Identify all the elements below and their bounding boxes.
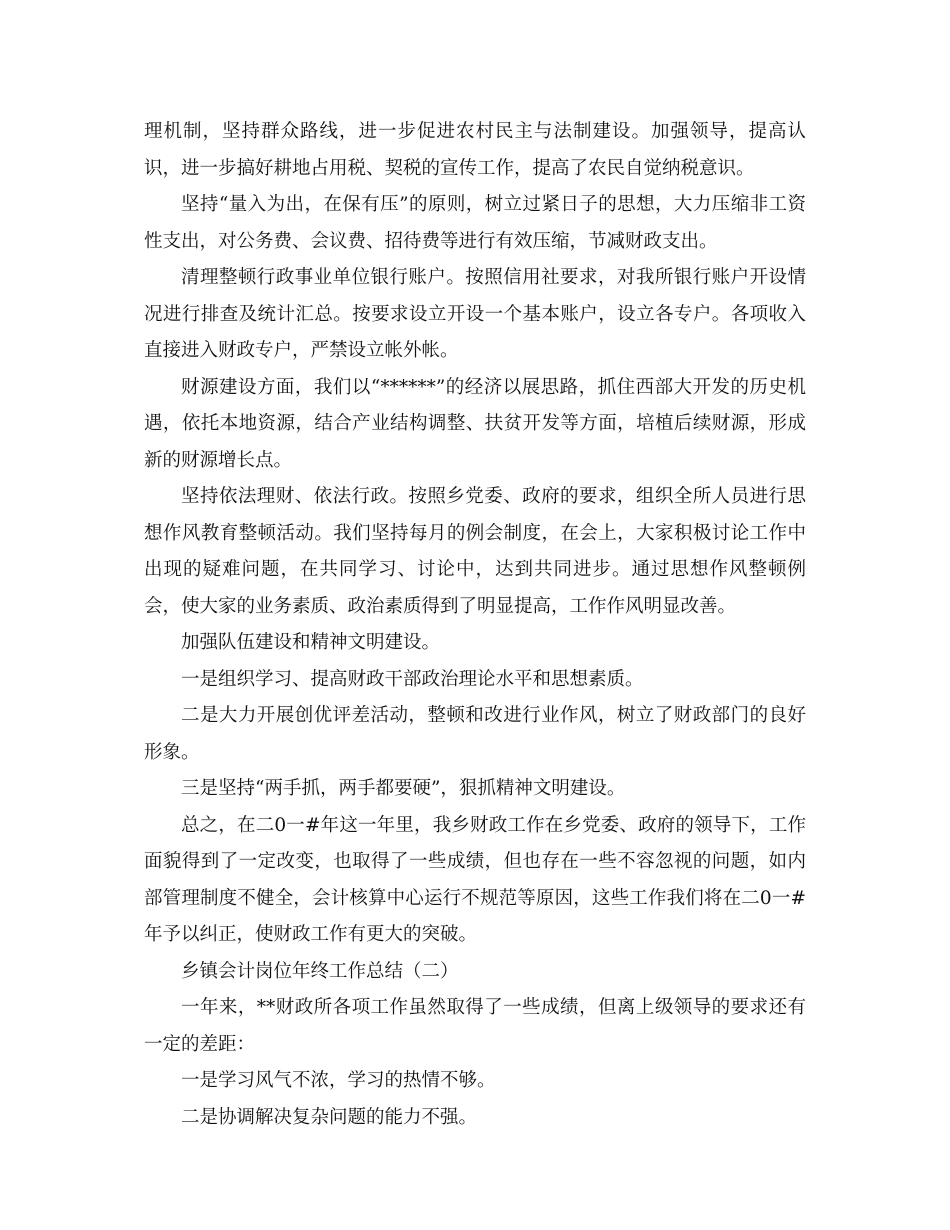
paragraph-summary: 总之，在二0一#年这一年里，我乡财政工作在乡党委、政府的领导下，工作面貌得到了一定改变，也取得了一些成绩，但也存在一些不容忽视的问题，如内部管理制度不健全，会计核算中心运行不规范等原因，这些工作我们将在二0一#年予以纠正，使财政工作有更大的突破。 — [144, 814, 806, 945]
paragraph-legal-management: 坚持依法理财、依法行政。按照乡党委、政府的要求，组织全所人员进行思想作风教育整顿活动。我们坚持每月的例会制度，在会上，大家积极讨论工作中出现的疑难问题，在共同学习、讨论中，达到共同进步。通过思想作风整顿例会，使大家的业务素质、政治素质得到了明显提高，工作作风明显改善。 — [144, 486, 806, 617]
document-body — [144, 114, 806, 1136]
paragraph-revenue-sources: 财源建设方面，我们以“******”的经济以展思路，抓住西部大开发的历史机遇，依托本地资源，结合产业结构调整、扶贫开发等方面，培植后续财源，形成新的财源增长点。 — [144, 376, 806, 471]
paragraph-continuation: 理机制，坚持群众路线，进一步促进农村民主与法制建设。加强领导，提高认识，进一步搞好耕地占用税、契税的宣传工作，提高了农民自觉纳税意识。 — [144, 121, 806, 179]
paragraph-item-one: 一是组织学习、提高财政干部政治理论水平和思想素质。 — [181, 668, 644, 690]
paragraph-bank-accounts: 清理整顿行政事业单位银行账户。按照信用社要求，对我所银行账户开设情况进行排查及统计汇总。按要求设立开设一个基本账户，设立各专户。各项收入直接进入财政专户，严禁设立帐外帐。 — [144, 267, 806, 361]
paragraph-item-two: 二是大力开展创优评差活动，整顿和改进行业作风，树立了财政部门的良好形象。 — [144, 705, 806, 763]
paragraph-expense-control: 坚持“量入为出，在保有压”的原则，树立过紧日子的思想，大力压缩非工资性支出，对公务费、会议费、招待费等进行有效压缩，节减财政支出。 — [144, 194, 806, 252]
paragraph-item-three: 三是坚持“两手抓，两手都要硬”，狠抓精神文明建设。 — [181, 778, 626, 799]
section-heading: 乡镇会计岗位年终工作总结（二） — [181, 960, 459, 982]
paragraph-team-building: 加强队伍建设和精神文明建设。 — [181, 632, 441, 653]
paragraph-shortcoming-one: 一是学习风气不浓，学习的热情不够。 — [181, 1070, 496, 1091]
paragraph-shortcoming-two: 二是协调解决复杂问题的能力不强。 — [181, 1106, 478, 1128]
paragraph-shortcomings-intro: 一年来，**财政所各项工作虽然取得了一些成绩，但离上级领导的要求还有一定的差距： — [144, 997, 806, 1055]
